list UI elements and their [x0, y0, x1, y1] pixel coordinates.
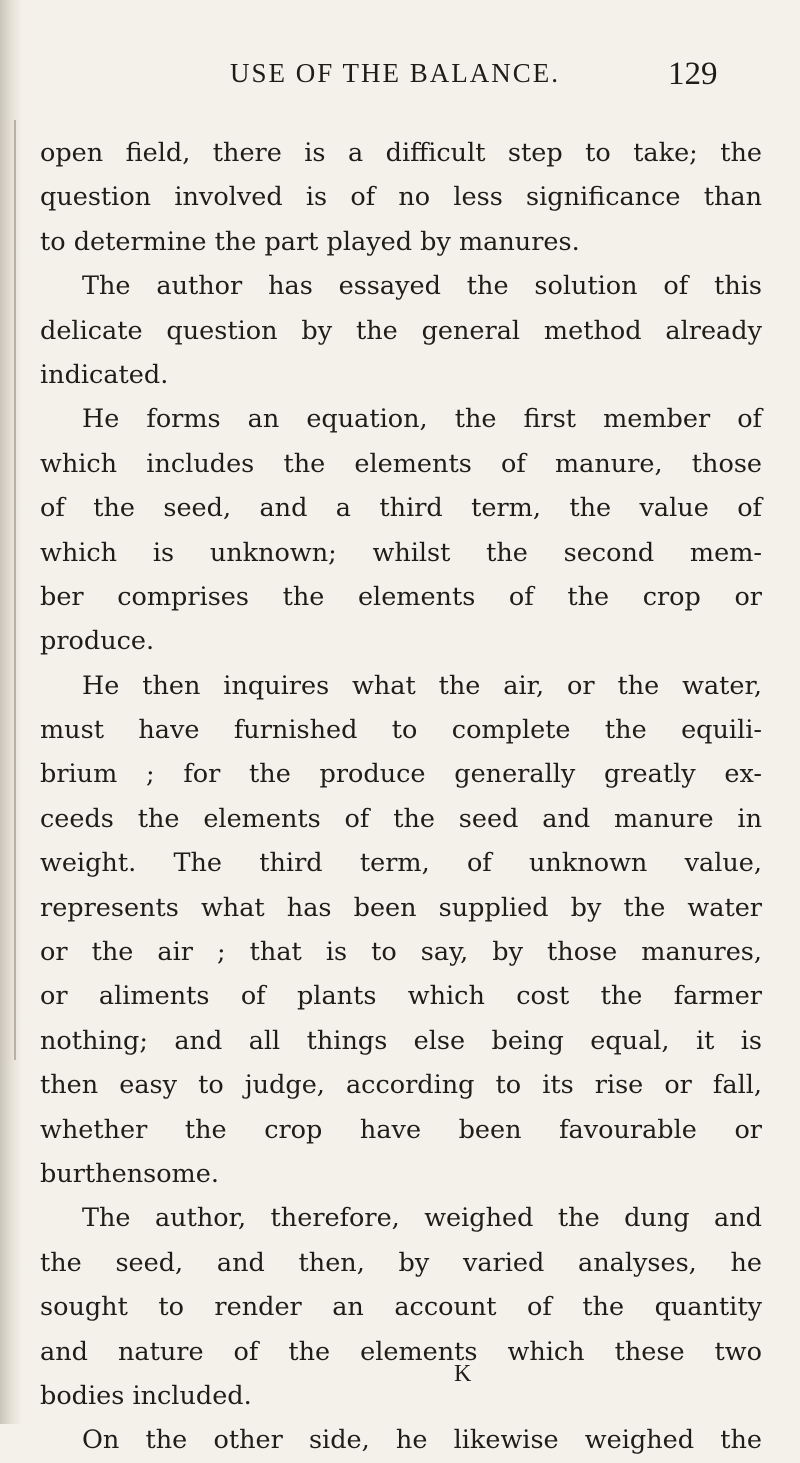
text-line: or aliments of plants which cost the farmer	[40, 981, 762, 1012]
signature-mark: K	[454, 1361, 472, 1387]
text-line: or the air ; that is to say, by those manures,	[40, 937, 762, 968]
text-line: weight. The third term, of unknown value,	[40, 848, 762, 879]
binding-rule	[14, 120, 16, 1060]
text-line: represents what has been supplied by the water	[40, 892, 762, 923]
paragraph-start-line: The author has essayed the solution of this	[82, 271, 762, 302]
page-binding-shadow	[0, 0, 22, 1424]
text-line: burthensome.	[40, 1158, 219, 1189]
text-line: open field, there is a difficult step to take; the	[40, 138, 762, 168]
text-line: and nature of the elements which these two	[40, 1336, 762, 1367]
text-line: then easy to judge, according to its rise or fall,	[40, 1070, 762, 1101]
text-line: which includes the elements of manure, those	[40, 448, 762, 479]
paragraph-start-line: He then inquires what the air, or the water,	[82, 670, 762, 701]
text-line: which is unknown; whilst the second mem-	[40, 537, 762, 568]
text-line: whether the crop have been favourable or	[40, 1114, 762, 1145]
text-line: sought to render an account of the quantity	[40, 1292, 762, 1323]
text-line: ceeds the elements of the seed and manure in	[40, 803, 762, 834]
text-line: nothing; and all things else being equal, it is	[40, 1025, 762, 1056]
text-line: ber comprises the elements of the crop or	[40, 581, 762, 612]
running-head: USE OF THE BALANCE.	[230, 58, 561, 88]
body-text	[40, 131, 762, 1463]
page-number: 129	[668, 56, 718, 92]
text-line: delicate question by the general method already	[40, 315, 762, 346]
paragraph-start-line: The author, therefore, weighed the dung and	[82, 1203, 762, 1234]
paragraph-start-line: On the other side, he likewise weighed the	[82, 1425, 762, 1456]
text-line: must have furnished to complete the equili-	[40, 715, 762, 746]
text-line: to determine the part played by manures.	[40, 226, 580, 257]
text-line: bodies included.	[40, 1380, 252, 1411]
paragraph-start-line: He forms an equation, the first member of	[82, 404, 762, 435]
text-line: question involved is of no less significance than	[40, 182, 762, 213]
text-line: the seed, and then, by varied analyses, he	[40, 1247, 762, 1278]
page-header	[0, 56, 800, 96]
text-line: brium ; for the produce generally greatly ex-	[40, 759, 762, 790]
text-line: indicated.	[40, 359, 169, 390]
text-line: of the seed, and a third term, the value of	[40, 493, 762, 524]
text-line: produce.	[40, 626, 155, 657]
